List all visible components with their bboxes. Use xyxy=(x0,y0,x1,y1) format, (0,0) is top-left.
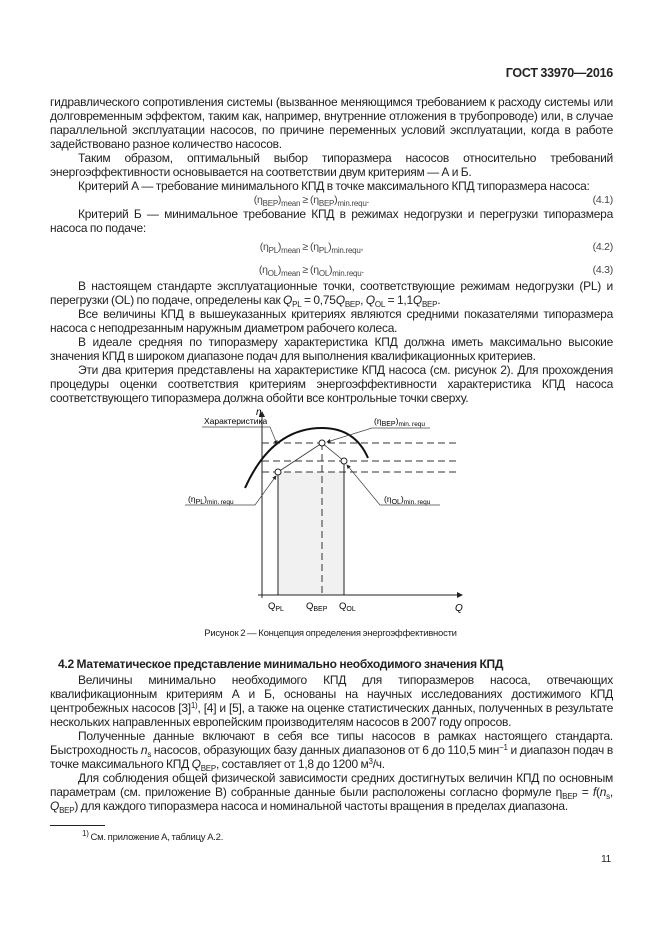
q-pl-tick: $Q_{PL}$ xyxy=(268,601,284,613)
q-bep-tick: $Q_{BEP}$ xyxy=(306,601,328,613)
section-paragraph-1: Величины минимально необходимого КПД для типоразмеров насоса, отвечающих квалификационным критериям А и Б, основаны на научных исследованиях достижимого КПД центробежных насосов $[3]^{1)}$, [4] и [5], а также на оценке статистических данных, полученных в результате нескольких направленных европейским производителям насосов в 2007 году опросов. xyxy=(50,673,613,729)
figure-2-efficiency-diagram xyxy=(0,405,661,627)
figure-caption: Рисунок 2 — Концепция определения энергоэффективности xyxy=(204,628,457,639)
section-paragraph-2: Полученные данные включают в себя все типы насосов в рамках настоящего стандарта. Быстроходность $n_s$ насосов, образующих базу данных диапазонов от 6 до 110,5 мин$^{-1}$ и диапазон подач в точке максимального КПД $Q_{BEP}$, составляет от 1,8 до 1200 $м^3/ч$. xyxy=(50,729,613,773)
pl-label: $(\eta_{PL})_{min. requ}$ xyxy=(188,494,234,506)
point-ol xyxy=(341,458,347,464)
page-number: 11 xyxy=(601,854,611,865)
q-ol-tick: $Q_{OL}$ xyxy=(339,601,356,613)
footnote: $^{1)}$ См. приложение А, таблицу А.2. xyxy=(82,829,224,843)
bep-label: $(\eta_{BEP})_{min. requ}$ xyxy=(374,416,426,428)
paragraph-4: Критерий Б — минимальное требование КПД в режимах недогрузки и перегрузки типоразмера насоса по подаче: xyxy=(50,207,613,235)
paragraph-7: В идеале средняя по типоразмеру характеристика КПД должна иметь максимально высокие значения КПД в широком диапазоне подач для выполнения квалификационных критериев. xyxy=(50,335,613,363)
requirement-polyline xyxy=(278,443,344,472)
shaded-range xyxy=(278,472,344,595)
paragraph-2: Таким образом, оптимальный выбор типоразмера насосов относительно требований энергоэффективности основывается на соответствии двум критериям — А и Б. xyxy=(50,151,613,179)
y-axis-label: η xyxy=(256,407,262,418)
curve-label: Характеристика xyxy=(204,416,268,426)
document-id: ГОСТ 33970—2016 xyxy=(505,66,613,80)
paragraph-5: В настоящем стандарте эксплуатационные точки, соответствующие режимам недогрузки (PL) и перегрузки (OL) по подаче, определены как $Q_{PL} = 0,75Q_{BEP}$, $Q_{OL} = 1,1Q_{BEP}$. xyxy=(50,279,613,309)
paragraph-8: Эти два критерия представлены на характеристике КПД насоса (см. рисунок 2). Для прохождения процедуры оценки соответствия критериям энергоэффективности характеристика КПД насоса соответствующего типоразмера должна обойти все контрольные точки сверху. xyxy=(50,363,613,405)
section-paragraph-3: Для соблюдения общей физической зависимости средних достигнутых величин КПД по основным параметрам (см. приложение В) собранные данные были расположены согласно формуле $\eta_{BEP} = f(n_s$, $Q_{BEP}$) для каждого типоразмера насоса и номинальной частоты вращения в пределах диапазона. xyxy=(50,771,613,815)
curve-label-leader xyxy=(202,427,277,444)
point-bep xyxy=(319,440,325,446)
ol-label: $(\eta_{OL})_{min. requ}$ xyxy=(384,494,431,506)
equation-4-1: $(\eta_{BEP})_{mean} \ge (\eta_{BEP})_{min.requ}$. (4.1) xyxy=(253,194,613,208)
equation-4-2: $(\eta_{PL})_{mean} \ge (\eta_{PL})_{min.requ}$, (4.2) xyxy=(259,241,613,255)
point-pl xyxy=(275,469,281,475)
paragraph-6: Все величины КПД в вышеуказанных критериях являются средними показателями типоразмера насоса с неподрезанным наружным диаметром рабочего колеса. xyxy=(50,307,613,335)
figure-2 xyxy=(0,405,661,627)
paragraph-3: Критерий А — требование минимального КПД в точке максимального КПД типоразмера насоса: xyxy=(78,179,590,193)
paragraph-1: гидравлического сопротивления системы (вызванное меняющимся требованием к расходу системы или долговременным эффектом, таким как, например, внутренние отложения в трубопроводе) или, в случае параллельной эксплуатации насосов, по причине переменных условий эксплуатации, когда в работе задействовано разное количество насосов. xyxy=(50,95,613,151)
x-axis-label: Q xyxy=(455,603,463,614)
section-heading: 4.2 Математическое представление минимально необходимого значения КПД xyxy=(58,657,504,671)
equation-4-3: $(\eta_{OL})_{mean} \ge (\eta_{OL})_{min.requ}$. (4.3) xyxy=(258,264,613,278)
bep-label-leader xyxy=(327,428,430,442)
